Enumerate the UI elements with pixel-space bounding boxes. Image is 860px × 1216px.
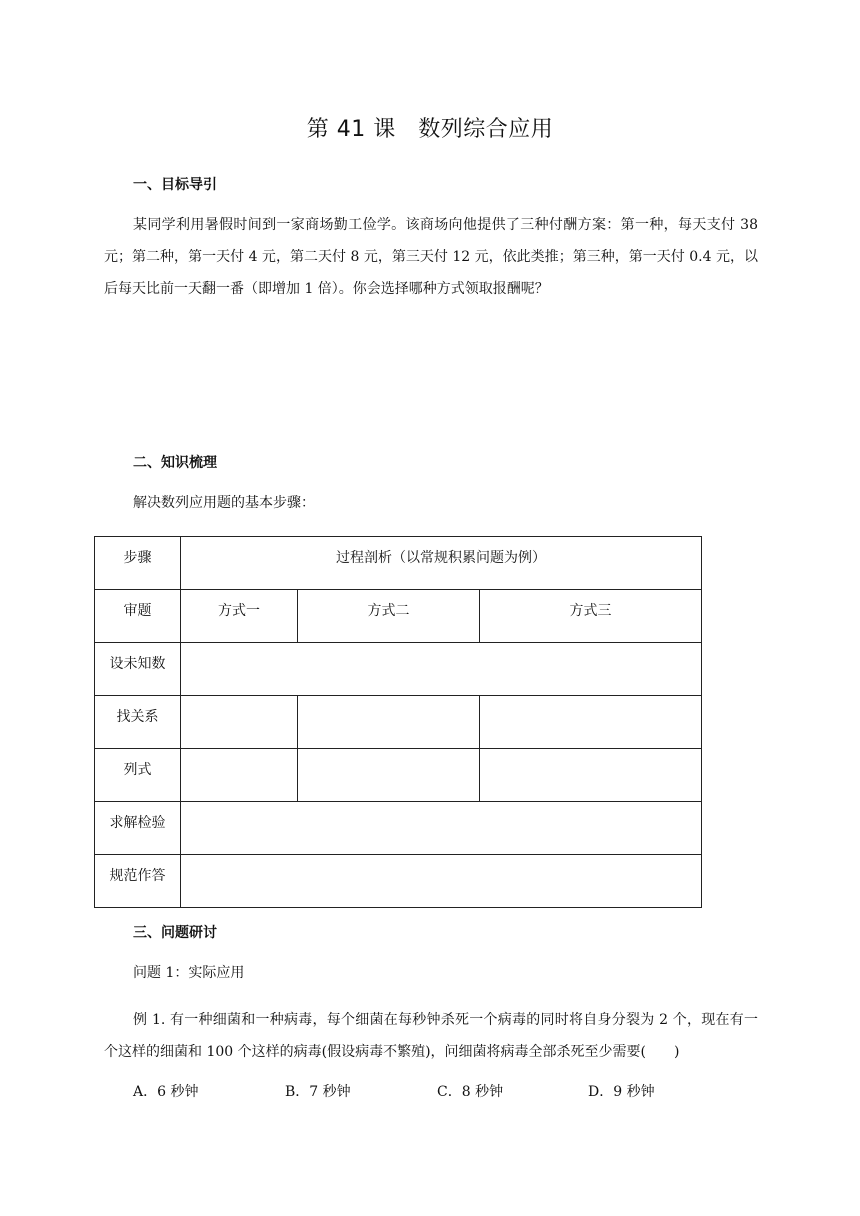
steps-table — [94, 536, 702, 908]
intro-paragraph: 某同学利用暑假时间到一家商场勤工俭学。该商场向他提供了三种付酬方案：第一种，每天支付 38 元；第二种，第一天付 4 元，第二天付 8 元，第三天付 12 元，依此类推；第三种，第一天付 0.4 元，以后每天比前一天翻一番（即增加 1 倍）。你会选择哪种方式领取报酬呢？ — [104, 217, 758, 297]
method-3-cell: 方式三 — [480, 590, 702, 643]
empty-cell — [480, 696, 702, 749]
page-title: 第 41 课 数列综合应用 — [306, 117, 554, 142]
table-row — [95, 802, 702, 855]
section-heading-goals: 一、目标导引 — [133, 177, 217, 193]
table-row — [95, 749, 702, 802]
example-1-text: 例 1. 有一种细菌和一种病毒，每个细菌在每秒钟杀死一个病毒的同时将自身分裂为 2 个，现在有一个这样的细菌和 100 个这样的病毒(假设病毒不繁殖)，问细菌将病毒全部杀死至少需要( ) — [104, 1012, 758, 1060]
table-row — [95, 590, 702, 643]
table-row — [95, 696, 702, 749]
empty-cell — [298, 749, 480, 802]
empty-cell — [480, 749, 702, 802]
method-2-cell: 方式二 — [298, 590, 480, 643]
table-row — [95, 537, 702, 590]
section-heading-knowledge: 二、知识梳理 — [133, 455, 217, 471]
row-label-answer: 规范作答 — [95, 855, 181, 908]
table-row — [95, 643, 702, 696]
row-label-unknown: 设未知数 — [95, 643, 181, 696]
table-header-step: 步骤 — [95, 537, 181, 590]
option-c: C．8 秒钟 — [437, 1084, 504, 1100]
option-b: B．7 秒钟 — [285, 1084, 351, 1100]
table-row — [95, 855, 702, 908]
empty-cell — [298, 696, 480, 749]
option-d: D．9 秒钟 — [588, 1084, 655, 1100]
row-label-review: 审题 — [95, 590, 181, 643]
row-label-relation: 找关系 — [95, 696, 181, 749]
empty-cell — [181, 855, 702, 908]
empty-cell — [181, 643, 702, 696]
empty-cell — [181, 802, 702, 855]
row-label-formula: 列式 — [95, 749, 181, 802]
method-1-cell: 方式一 — [181, 590, 298, 643]
option-a: A．6 秒钟 — [133, 1084, 199, 1100]
empty-cell — [181, 696, 298, 749]
problem-label: 问题 1：实际应用 — [133, 965, 245, 981]
section-heading-problems: 三、问题研讨 — [133, 925, 217, 941]
empty-cell — [181, 749, 298, 802]
steps-intro: 解决数列应用题的基本步骤： — [133, 495, 315, 511]
table-header-process: 过程剖析（以常规积累问题为例） — [181, 537, 702, 590]
row-label-solve: 求解检验 — [95, 802, 181, 855]
